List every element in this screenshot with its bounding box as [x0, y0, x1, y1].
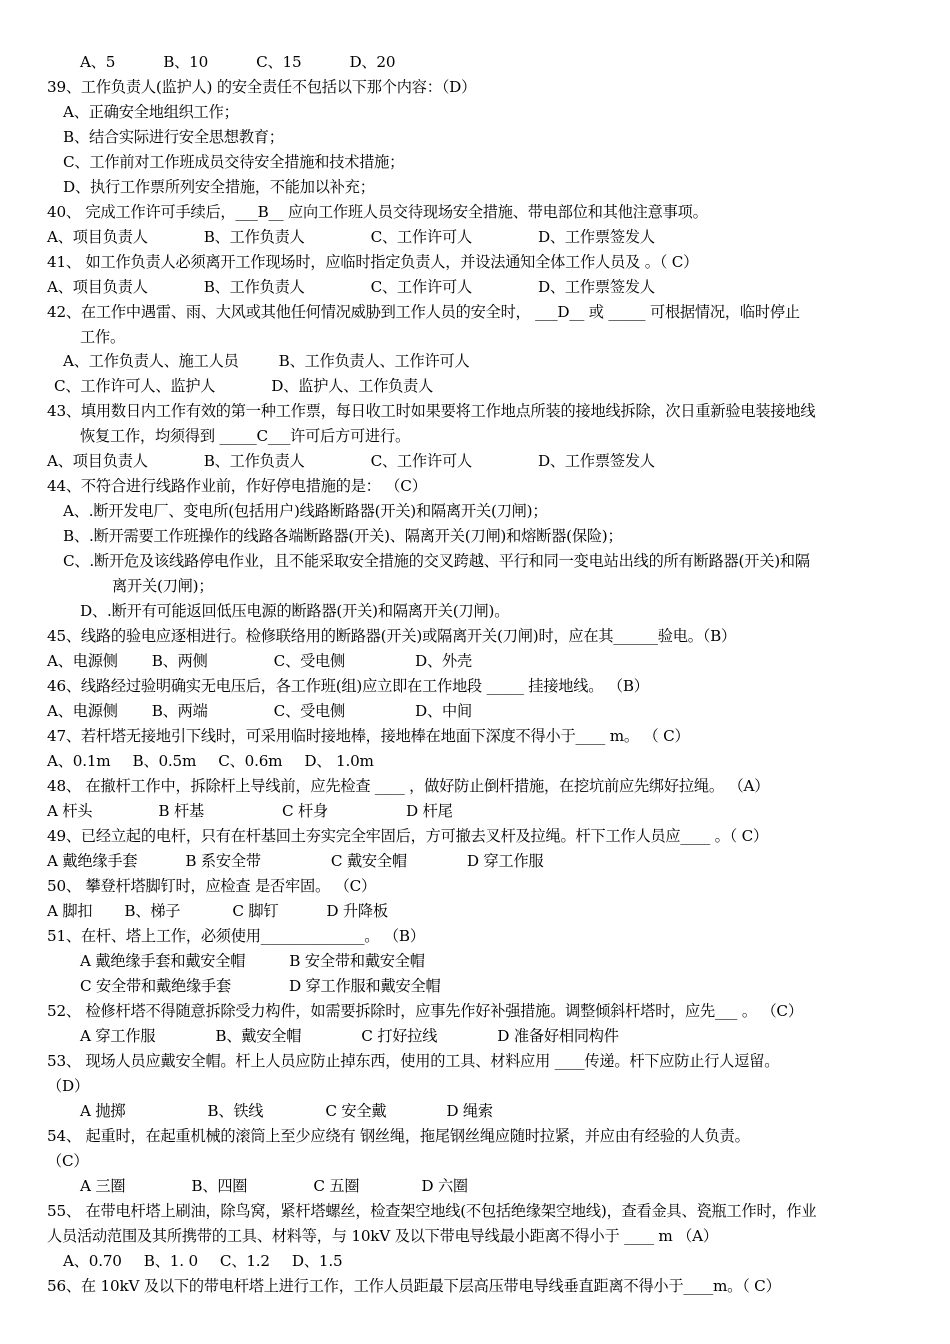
option-text: D、1.5	[291, 1252, 343, 1270]
options-line	[63, 1251, 342, 1271]
option-text: C、15	[256, 53, 302, 71]
option-text: A、0.70	[63, 1252, 122, 1270]
options-line	[80, 1026, 619, 1046]
option-text: C、工作许可人	[370, 278, 472, 296]
options-line	[80, 1101, 493, 1121]
option-text: D 升降板	[326, 902, 388, 920]
options-line	[47, 651, 472, 671]
option-text: C 五圈	[313, 1177, 360, 1195]
option-text: A 穿工作服	[80, 1027, 156, 1045]
text-line: A、正确安全地组织工作；	[63, 103, 239, 121]
text-line: 39、工作负责人(监护人) 的安全责任不包括以下那个内容：（D）	[47, 78, 477, 96]
option-text: D、工作票签发人	[537, 452, 655, 470]
text-line: C、工作前对工作班成员交待安全措施和技术措施；	[63, 153, 405, 171]
option-text: B、0.5m	[132, 752, 197, 770]
option-text: A、项目负责人	[47, 452, 148, 470]
option-text: B、铁线	[207, 1102, 264, 1120]
option-text: B、工作负责人	[203, 278, 305, 296]
option-text: D、中间	[415, 702, 472, 720]
text-line: 51、在杆、塔上工作，必须使用______________。 （B）	[47, 927, 425, 945]
option-text: B、四圈	[191, 1177, 248, 1195]
text-line: 恢复工作，均须得到 _____C___许可后方可进行。	[80, 427, 410, 445]
option-text: B、梯子	[124, 902, 181, 920]
option-text: C、工作许可人、监护人	[54, 377, 216, 395]
option-text: D 准备好相同构件	[497, 1027, 619, 1045]
option-text: A、项目负责人	[47, 278, 148, 296]
option-text: C、0.6m	[218, 752, 283, 770]
text-line: 41、 如工作负责人必须离开工作现场时，应临时指定负责人，并设法通知全体工作人员及 。（ C）	[47, 253, 699, 271]
options-line	[80, 976, 440, 996]
option-text: B 杆基	[158, 802, 204, 820]
option-text: A 戴绝缘手套和戴安全帽	[80, 952, 246, 970]
options-line	[47, 901, 388, 921]
option-text: B、工作负责人	[203, 452, 305, 470]
option-text: D 杆尾	[405, 802, 453, 820]
option-text: B 系安全带	[185, 852, 261, 870]
options-line	[47, 801, 453, 821]
options-line	[47, 451, 655, 471]
option-text: B、两侧	[151, 652, 208, 670]
option-text: D、监护人、工作负责人	[271, 377, 434, 395]
option-text: D 六圈	[421, 1177, 468, 1195]
option-text: C 杆身	[281, 802, 328, 820]
options-line	[47, 701, 472, 721]
text-line: 人员活动范围及其所携带的工具、材料等，与 10kV 及以下带电导线最小距离不得小于 ____ m （A）	[47, 1227, 718, 1245]
option-text: D、外壳	[415, 652, 472, 670]
option-text: A、电源侧	[47, 652, 118, 670]
text-line: 46、线路经过验明确实无电压后，各工作班(组)应立即在工作地段 _____ 挂接地线。 （B）	[47, 677, 649, 695]
options-line	[47, 277, 655, 297]
option-text: C 脚钉	[232, 902, 279, 920]
text-line: 45、线路的验电应逐相进行。检修联络用的断路器(开关)或隔离开关(刀闸)时，应在其______验电。（B）	[47, 627, 737, 645]
option-text: A、电源侧	[47, 702, 118, 720]
option-text: A 杆头	[47, 802, 93, 820]
option-text: B 安全带和戴安全帽	[289, 952, 425, 970]
options-line	[80, 951, 425, 971]
text-line: 离开关(刀闸)；	[112, 577, 214, 595]
text-line: 55、 在带电杆塔上刷油，除鸟窝，紧杆塔螺丝，检查架空地线(不包括绝缘架空地线)，查看金具、瓷瓶工作时，作业	[47, 1202, 817, 1220]
options-line	[47, 227, 655, 247]
option-text: B、1. 0	[143, 1252, 198, 1270]
options-line	[54, 376, 433, 396]
text-line: 47、若杆塔无接地引下线时，可采用临时接地棒，接地棒在地面下深度不得小于____ m。 （ C）	[47, 727, 690, 745]
option-text: D、工作票签发人	[537, 228, 655, 246]
option-text: D 绳索	[446, 1102, 493, 1120]
option-text: B、两端	[151, 702, 208, 720]
option-text: B、10	[163, 53, 209, 71]
text-line: B、结合实际进行安全思想教育；	[63, 128, 284, 146]
option-text: C、1.2	[219, 1252, 270, 1270]
option-text: B、工作负责人、工作许可人	[278, 352, 470, 370]
option-text: A、项目负责人	[47, 228, 148, 246]
text-line: 49、已经立起的电杆，只有在杆基回土夯实完全牢固后，方可撤去叉杆及拉绳。杆下工作人员应____ 。（ C）	[47, 827, 769, 845]
option-text: A 三圈	[80, 1177, 126, 1195]
text-line: 50、 攀登杆塔脚钉时，应检查 是否牢固。 （C）	[47, 877, 376, 895]
text-line: B、.断开需要工作班操作的线路各端断路器(开关)、隔离开关(刀闸)和熔断器(保险)；	[63, 527, 623, 545]
text-line: D、执行工作票所列安全措施，不能加以补充；	[63, 178, 375, 196]
option-text: A、0.1m	[47, 752, 111, 770]
option-text: C 戴安全帽	[330, 852, 407, 870]
option-text: C 打好拉线	[361, 1027, 438, 1045]
options-line	[80, 52, 395, 72]
text-line: 54、 起重时，在起重机械的滚筒上至少应绕有 钢丝绳，拖尾钢丝绳应随时拉紧，并应由有经验的人负责。	[47, 1127, 750, 1145]
option-text: B、戴安全帽	[215, 1027, 302, 1045]
text-line: 52、 检修杆塔不得随意拆除受力构件，如需要拆除时，应事先作好补强措施。调整倾斜杆塔时，应先___ 。 （C）	[47, 1002, 803, 1020]
option-text: C、受电侧	[273, 702, 346, 720]
option-text: C 安全带和戴绝缘手套	[80, 977, 231, 995]
option-text: A 抛掷	[80, 1102, 126, 1120]
text-line: 43、填用数日内工作有效的第一种工作票，每日收工时如果要将工作地点所装的接地线拆除，次日重新验电装接地线	[47, 402, 816, 420]
text-line: 42、在工作中遇雷、雨、大风或其他任何情况威胁到工作人员的安全时， ___D__ 或 _____ 可根据情况，临时停止	[47, 303, 800, 321]
option-text: D、工作票签发人	[537, 278, 655, 296]
option-text: B、工作负责人	[203, 228, 305, 246]
option-text: C、工作许可人	[370, 228, 472, 246]
option-text: A、工作负责人、施工人员	[63, 352, 239, 370]
options-line	[63, 351, 469, 371]
text-line: （D）	[47, 1077, 89, 1095]
text-line: （C）	[47, 1152, 89, 1170]
text-line: 40、 完成工作许可手续后，___B__ 应向工作班人员交待现场安全措施、带电部位和其他注意事项。	[47, 203, 708, 221]
text-line: 44、不符合进行线路作业前，作好停电措施的是： （C）	[47, 477, 427, 495]
option-text: C 安全戴	[325, 1102, 387, 1120]
text-line: D、.断开有可能返回低压电源的断路器(开关)和隔离开关(刀闸)。	[80, 602, 510, 620]
text-line: C、.断开危及该线路停电作业，且不能采取安全措施的交叉跨越、平行和同一变电站出线的所有断路器(开关)和隔	[63, 552, 810, 570]
text-line: 53、 现场人员应戴安全帽。杆上人员应防止掉东西，使用的工具、材料应用 ____传递。杆下应防止行人逗留。	[47, 1052, 780, 1070]
option-text: A 戴绝缘手套	[47, 852, 138, 870]
option-text: D、20	[349, 53, 396, 71]
options-line	[47, 851, 543, 871]
option-text: A、5	[80, 53, 116, 71]
text-line: A、.断开发电厂、变电所(包括用户)线路断路器(开关)和隔离开关(刀闸)；	[63, 502, 548, 520]
options-line	[80, 1176, 468, 1196]
option-text: A 脚扣	[47, 902, 93, 920]
text-line: 56、在 10kV 及以下的带电杆塔上进行工作，工作人员距最下层高压带电导线垂直距离不得小于____m。（ C）	[47, 1277, 781, 1295]
option-text: D 穿工作服	[466, 852, 544, 870]
text-line: 48、 在撤杆工作中，拆除杆上导线前，应先检查 ____ ，做好防止倒杆措施，在挖坑前应先绑好拉绳。 （A）	[47, 777, 770, 795]
options-line	[47, 751, 374, 771]
option-text: D、 1.0m	[304, 752, 374, 770]
option-text: C、受电侧	[273, 652, 346, 670]
option-text: C、工作许可人	[370, 452, 472, 470]
option-text: D 穿工作服和戴安全帽	[288, 977, 441, 995]
text-line: 工作。	[80, 328, 125, 346]
